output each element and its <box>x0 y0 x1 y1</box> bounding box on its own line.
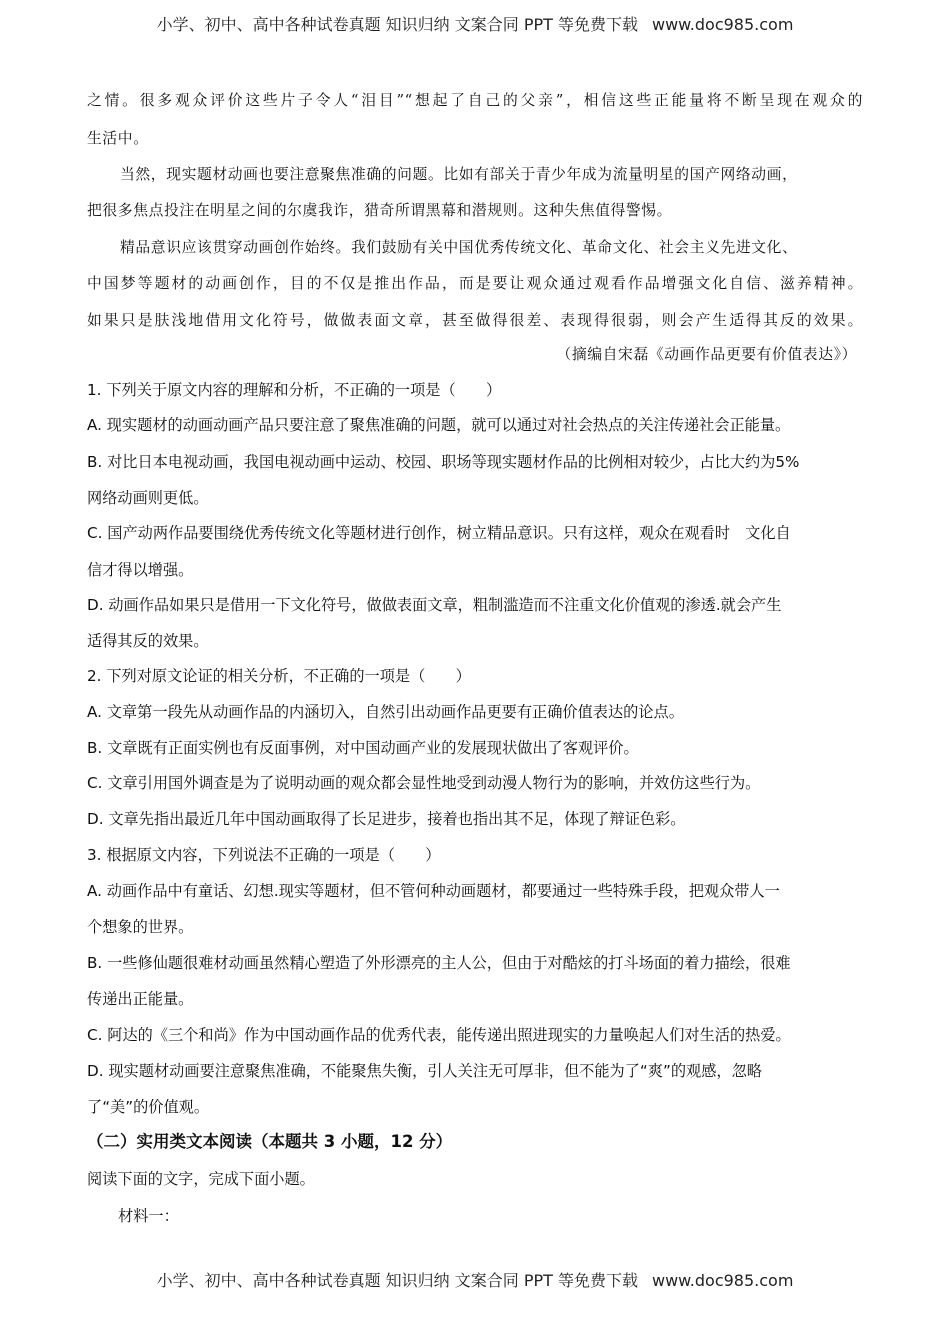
header-site-link[interactable]: www.doc985.com <box>652 15 794 34</box>
q3-option-a-line2: 个想象的世界。 <box>87 918 194 936</box>
q3-option-d-line1: D. 现实题材动画要注意聚焦准确，不能聚焦失衡，引人关注无可厚非，但不能为了“爽”的观感，忽略 <box>87 1062 762 1080</box>
page-header <box>0 12 950 35</box>
q2-stem: 2. 下列对原文论证的相关分析，不正确的一项是（ ） <box>87 667 471 685</box>
page-footer <box>0 1268 950 1291</box>
q1-option-d-line1: D. 动画作品如果只是借用一下文化符号，做做表面文章，粗制滥造而不注重文化价值观的渗透.就会产生 <box>87 596 782 614</box>
q3-option-c: C. 阿达的《三个和尚》作为中国动画作品的优秀代表，能传递出照进现实的力量唤起人们对生活的热爱。 <box>87 1026 791 1044</box>
passage-p3-line3: 如果只是肤浅地借用文化符号，做做表面文章，甚至做得很差、表现得很弱，则会产生适得其反的效果。 <box>87 312 863 329</box>
section2-heading: （二）实用类文本阅读（本题共 3 小题，12 分） <box>87 1132 453 1151</box>
q2-option-a: A. 文章第一段先从动画作品的内涵切入，自然引出动画作品更要有正确价值表达的论点。 <box>87 703 684 721</box>
q1-option-d-line2: 适得其反的效果。 <box>87 632 209 650</box>
section2-instruction: 阅读下面的文字，完成下面小题。 <box>87 1170 315 1188</box>
passage-p3-line1: 精品意识应该贯穿动画创作始终。我们鼓励有关中国优秀传统文化、革命文化、社会主义先进文化、 <box>120 239 798 256</box>
q3-option-a-line1: A. 动画作品中有童话、幻想.现实等题材，但不管何种动画题材，都要通过一些特殊手段，把观众带人一 <box>87 882 780 900</box>
header-text: 小学、初中、高中各种试卷真题 知识归纳 文案合同 PPT 等免费下载 <box>156 15 638 34</box>
section2-material-label: 材料一： <box>118 1207 179 1225</box>
q1-option-a: A. 现实题材的动画动画产品只要注意了聚焦准确的问题，就可以通过对社会热点的关注传递社会正能量。 <box>87 416 791 434</box>
footer-text: 小学、初中、高中各种试卷真题 知识归纳 文案合同 PPT 等免费下载 <box>156 1271 638 1290</box>
passage-p2-line1: 当然，现实题材动画也要注意聚焦准确的问题。比如有部关于青少年成为流量明星的国产网络动画， <box>120 166 798 183</box>
q1-option-b-line1: B. 对比日本电视动画，我国电视动画中运动、校园、职场等现实题材作品的比例相对较少，占比大约为5% <box>87 453 800 471</box>
q1-option-c-line2: 信才得以增强。 <box>87 561 194 579</box>
passage-source: （摘编自宋磊《动画作品更要有价值表达》） <box>556 346 857 363</box>
q1-stem: 1. 下列关于原文内容的理解和分析，不正确的一项是（ ） <box>87 381 502 399</box>
passage-p3-line2: 中国梦等题材的动画创作，目的不仅是推出作品，而是要让观众通过观看作品增强文化自信、滋养精神。 <box>87 275 863 292</box>
q3-stem: 3. 根据原文内容，下列说法不正确的一项是（ ） <box>87 846 441 864</box>
q1-option-b-line2: 网络动画则更低。 <box>87 489 209 507</box>
passage-p1-line2: 生活中。 <box>87 130 149 147</box>
q2-option-d: D. 文章先指出最近几年中国动画取得了长足进步，接着也指出其不足，体现了辩证色彩。 <box>87 810 686 828</box>
q3-option-b-line2: 传递出正能量。 <box>87 990 194 1008</box>
passage-p1-line1: 之情。很多观众评价这些片子令人“泪目”“想起了自己的父亲”，相信这些正能量将不断呈现在观众的 <box>87 92 863 109</box>
q3-option-b-line1: B. 一些修仙题很难材动画虽然精心塑造了外形漂亮的主人公，但由于对酷炫的打斗场面的着力描绘，很难 <box>87 954 791 972</box>
q3-option-d-line2: 了“美”的价值观。 <box>87 1098 210 1116</box>
q2-option-b: B. 文章既有正面实例也有反面事例，对中国动画产业的发展现状做出了客观评价。 <box>87 739 639 757</box>
passage-p2-line2: 把很多焦点投注在明星之间的尔虞我诈，猎奇所谓黑幕和潜规则。这种失焦值得警惕。 <box>87 202 673 219</box>
q1-option-c-line1: C. 国产动两作品要围绕优秀传统文化等题材进行创作，树立精品意识。只有这样，观众在观看时 文化自 <box>87 524 791 542</box>
footer-site-link[interactable]: www.doc985.com <box>652 1271 794 1290</box>
q2-option-c: C. 文章引用国外调查是为了说明动画的观众都会显性地受到动漫人物行为的影响，并效仿这些行为。 <box>87 774 761 792</box>
